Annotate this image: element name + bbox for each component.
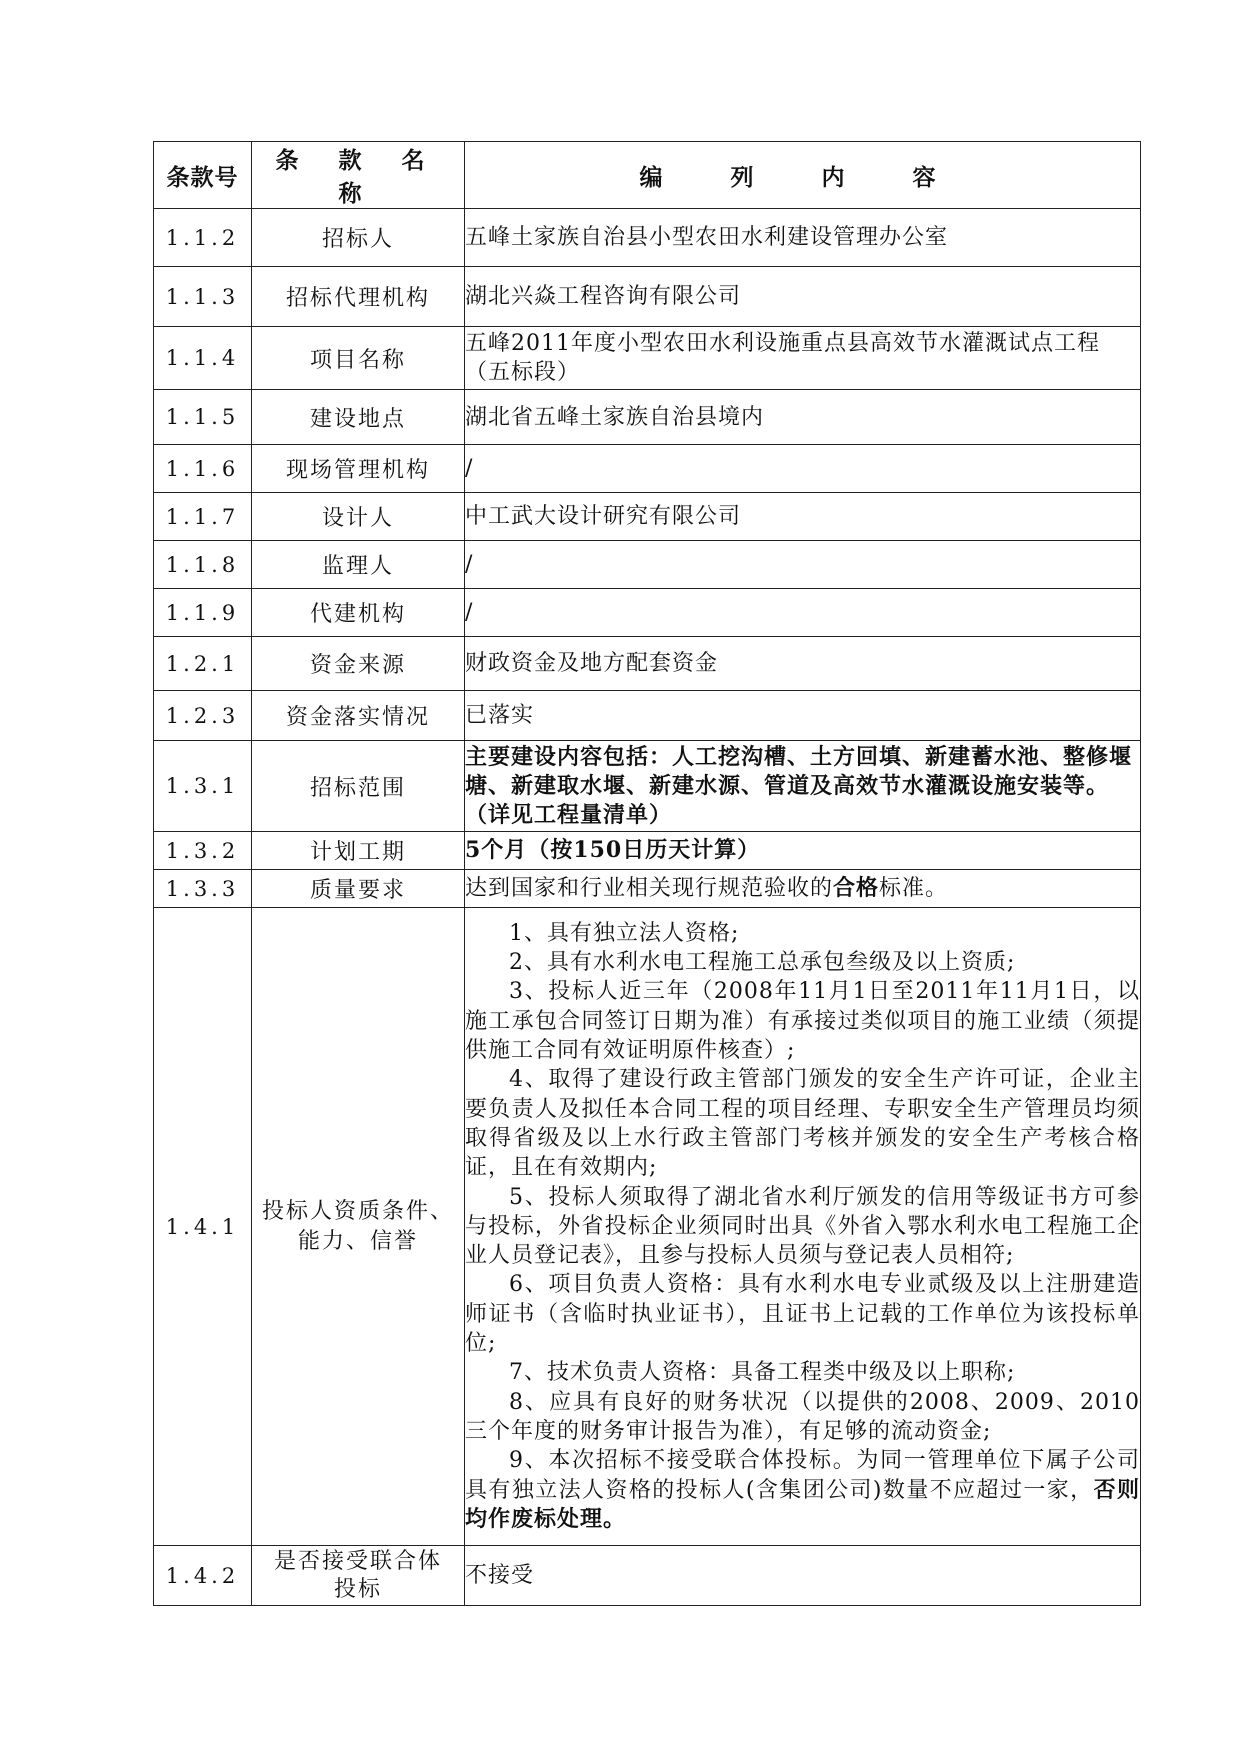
qualification-item: 2、具有水利水电工程施工总承包叁级及以上资质; — [509, 950, 1016, 976]
clause-content: / — [465, 445, 1141, 493]
clause-number: 1.2.1 — [154, 637, 252, 691]
qualification-list — [465, 908, 1141, 1546]
clause-name: 设计人 — [252, 493, 465, 541]
clause-number: 1.1.2 — [154, 209, 252, 267]
table-row — [154, 445, 1141, 493]
table-row — [154, 541, 1141, 589]
clause-content — [465, 870, 1141, 908]
qualification-item-text: 9、本次招标不接受联合体投标。为同一管理单位下属子公司具有独立法人资格的投标人(含集团公司)数量不应超过一家， — [465, 1448, 1140, 1503]
table-row — [154, 691, 1141, 741]
table-row — [154, 870, 1141, 908]
clause-number: 1.1.7 — [154, 493, 252, 541]
qualification-item: 4、取得了建设行政主管部门颁发的安全生产许可证，企业主要负责人及拟任本合同工程的项目经理、专职安全生产管理员均须取得省级及以上水行政主管部门考核并颁发的安全生产考核合格证，且在有效期内; — [465, 1067, 1140, 1181]
qualification-item: 1、具有独立法人资格; — [509, 920, 740, 946]
clause-content: 五峰2011年度小型农田水利设施重点县高效节水灌溉试点工程（五标段） — [465, 327, 1141, 390]
qualification-item: 6、项目负责人资格：具有水利水电专业贰级及以上注册建造师证书（含临时执业证书），且证书上记载的工作单位为该投标单位; — [465, 1272, 1140, 1357]
clause-number: 1.3.3 — [154, 870, 252, 908]
clause-name: 监理人 — [252, 541, 465, 589]
clause-name: 建设地点 — [252, 390, 465, 445]
clause-name: 招标范围 — [252, 741, 465, 832]
table-row — [154, 741, 1141, 832]
clause-name: 项目名称 — [252, 327, 465, 390]
clause-name: 计划工期 — [252, 832, 465, 870]
table-row — [154, 390, 1141, 445]
table-row — [154, 1546, 1141, 1606]
clause-name: 代建机构 — [252, 589, 465, 637]
clause-name: 质量要求 — [252, 870, 465, 908]
content-text: 标准。 — [879, 876, 949, 901]
table-header-row — [154, 142, 1141, 209]
clause-number: 1.1.6 — [154, 445, 252, 493]
clause-name: 资金来源 — [252, 637, 465, 691]
clause-number: 1.1.5 — [154, 390, 252, 445]
qualified-emphasis: 合格 — [833, 875, 880, 901]
clause-content: 已落实 — [465, 691, 1141, 741]
clause-name: 现场管理机构 — [252, 445, 465, 493]
clause-content: 财政资金及地方配套资金 — [465, 637, 1141, 691]
clause-number: 1.1.8 — [154, 541, 252, 589]
clause-content: 湖北兴焱工程咨询有限公司 — [465, 267, 1141, 327]
clause-number: 1.1.3 — [154, 267, 252, 327]
clause-content: 湖北省五峰土家族自治县境内 — [465, 390, 1141, 445]
invalid-bid-emphasis: 否则均作废标处理。 — [465, 1476, 1140, 1532]
clause-number: 1.3.1 — [154, 741, 252, 832]
content-text: 达到国家和行业相关现行规范验收的 — [465, 876, 834, 901]
bid-data-table — [153, 141, 1141, 1606]
clause-name: 资金落实情况 — [252, 691, 465, 741]
clause-content: 不接受 — [465, 1546, 1141, 1606]
clause-content: / — [465, 541, 1141, 589]
clause-content: 5个月（按150日历天计算） — [465, 832, 1141, 870]
clause-name: 招标代理机构 — [252, 267, 465, 327]
table-row — [154, 908, 1141, 1546]
clause-number: 1.4.2 — [154, 1546, 252, 1606]
table-row — [154, 267, 1141, 327]
table-row — [154, 637, 1141, 691]
clause-number: 1.3.2 — [154, 832, 252, 870]
qualification-item: 5、投标人须取得了湖北省水利厅颁发的信用等级证书方可参与投标，外省投标企业须同时出具《外省入鄂水利水电工程施工企业人员登记表》，且参与投标人员须与登记表人员相符; — [465, 1184, 1140, 1269]
qualification-item: 3、投标人近三年（2008年11月1日至2011年11月1日，以施工承包合同签订日期为准）有承接过类似项目的施工业绩（须提供施工合同有效证明原件核查）; — [465, 979, 1140, 1064]
clause-number: 1.4.1 — [154, 908, 252, 1546]
header-clause-number: 条款号 — [154, 142, 252, 209]
header-clause-name: 条 款 名 称 — [252, 142, 465, 209]
table-row — [154, 493, 1141, 541]
clause-number: 1.2.3 — [154, 691, 252, 741]
clause-content: / — [465, 589, 1141, 637]
clause-name: 是否接受联合体投标 — [252, 1546, 465, 1606]
clause-content: 主要建设内容包括：人工挖沟槽、土方回填、新建蓄水池、整修堰塘、新建取水堰、新建水源、管道及高效节水灌溉设施安装等。（详见工程量清单） — [465, 741, 1141, 832]
clause-content: 中工武大设计研究有限公司 — [465, 493, 1141, 541]
clause-number: 1.1.4 — [154, 327, 252, 390]
table-row — [154, 832, 1141, 870]
clause-number: 1.1.9 — [154, 589, 252, 637]
clause-name: 招标人 — [252, 209, 465, 267]
table-row — [154, 589, 1141, 637]
table-row — [154, 327, 1141, 390]
qualification-item: 8、应具有良好的财务状况（以提供的2008、2009、2010三个年度的财务审计报告为准），有足够的流动资金; — [465, 1389, 1140, 1444]
qualification-item: 7、技术负责人资格：具备工程类中级及以上职称; — [509, 1360, 1016, 1386]
table-row — [154, 209, 1141, 267]
header-content: 编 列 内 容 — [465, 142, 1141, 209]
clause-content: 五峰土家族自治县小型农田水利建设管理办公室 — [465, 209, 1141, 267]
clause-name: 投标人资质条件、能力、信誉 — [252, 908, 465, 1546]
qualification-item — [465, 1446, 1140, 1534]
